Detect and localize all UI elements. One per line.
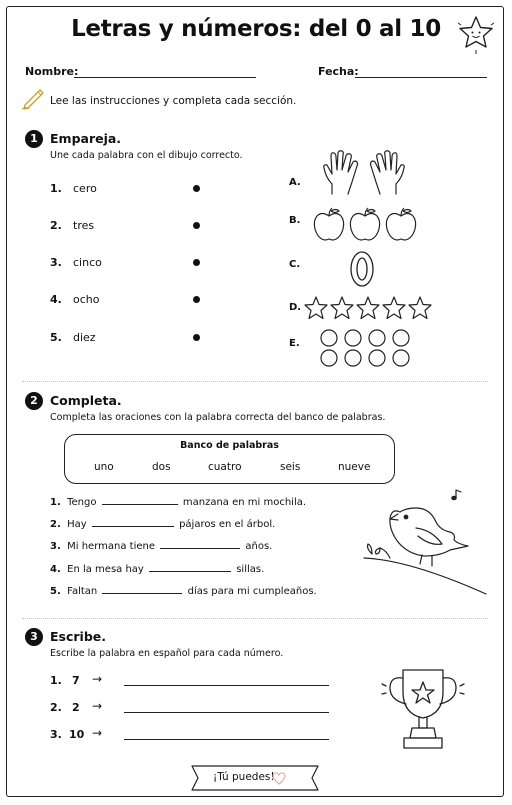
name-label: Nombre: — [25, 65, 79, 78]
sentence — [50, 497, 306, 508]
bird-on-branch-icon — [360, 488, 490, 600]
sentence-end: manzana en mi mochila. — [182, 497, 307, 508]
eight-circles-icon — [318, 327, 412, 369]
match-item-number: 4. — [50, 293, 62, 306]
section-divider — [22, 381, 488, 382]
three-apples-icon — [312, 205, 418, 243]
arrow-right-icon: → — [92, 699, 103, 713]
match-item-number: 3. — [50, 256, 62, 269]
sentence-end: pájaros en el árbol. — [179, 519, 276, 530]
five-stars-icon — [304, 295, 432, 321]
option-letter: E. — [289, 338, 300, 349]
sentence-end: sillas. — [236, 564, 265, 575]
arrow-right-icon: → — [92, 672, 103, 686]
match-item-word: tres — [73, 219, 95, 232]
match-dot[interactable] — [193, 259, 200, 266]
sentence-start: En la mesa hay — [67, 564, 144, 575]
match-dot[interactable] — [193, 334, 200, 341]
match-item-number: 1. — [50, 182, 62, 195]
date-field[interactable] — [355, 77, 487, 78]
option-letter: B. — [289, 215, 301, 226]
match-dot[interactable] — [193, 222, 200, 229]
section-3-instruction: Escribe la palabra en español para cada número. — [50, 648, 284, 659]
sentence — [50, 564, 264, 575]
write-item-number: 3. — [50, 728, 62, 741]
sentence-end: años. — [245, 541, 273, 552]
write-answer-line[interactable] — [124, 685, 329, 686]
bank-word: seis — [280, 461, 301, 473]
smiling-star-icon — [456, 13, 496, 55]
answer-blank[interactable] — [92, 526, 174, 527]
answer-blank[interactable] — [102, 504, 178, 505]
match-dot[interactable] — [193, 296, 200, 303]
sentence-number: 5. — [50, 586, 61, 597]
section-divider — [22, 618, 488, 619]
name-field[interactable] — [74, 77, 256, 78]
sentence — [50, 586, 317, 597]
sentence-number: 1. — [50, 497, 61, 508]
write-item-number: 1. — [50, 674, 62, 687]
section-1-instruction: Une cada palabra con el dibujo correcto. — [50, 150, 243, 161]
answer-blank[interactable] — [160, 548, 240, 549]
option-letter: A. — [289, 177, 301, 188]
sentence-end: días para mi cumpleaños. — [187, 586, 317, 597]
zero-digit-icon — [349, 250, 375, 288]
two-hands-icon — [322, 150, 406, 196]
sentence-number: 3. — [50, 541, 61, 552]
heart-icon — [272, 772, 286, 785]
answer-blank[interactable] — [149, 571, 231, 572]
option-letter: C. — [289, 259, 301, 270]
section-3-title: Escribe. — [50, 629, 107, 644]
bank-word: dos — [152, 461, 171, 473]
match-item-word: cinco — [73, 256, 102, 269]
write-item-value: 10 — [69, 728, 85, 741]
trophy-icon — [380, 666, 466, 756]
section-1-title: Empareja. — [50, 131, 122, 146]
word-bank-title: Banco de palabras — [180, 440, 279, 451]
match-item-number: 2. — [50, 219, 62, 232]
sentence — [50, 541, 272, 552]
page-title: Letras y números: del 0 al 10 — [71, 16, 441, 42]
write-item-number: 2. — [50, 701, 62, 714]
banner-text: ¡Tú puedes! — [213, 771, 275, 783]
sentence-number: 2. — [50, 519, 61, 530]
sentence-start: Tengo — [67, 497, 97, 508]
answer-blank[interactable] — [102, 593, 182, 594]
write-answer-line[interactable] — [124, 739, 329, 740]
section-3-number: 3 — [25, 628, 43, 646]
match-item-word: cero — [73, 182, 97, 195]
pencil-icon — [20, 86, 46, 110]
match-item-word: ocho — [73, 293, 100, 306]
bank-word: cuatro — [208, 461, 242, 473]
sentence-start: Faltan — [67, 586, 98, 597]
match-dot[interactable] — [193, 185, 200, 192]
sentence-start: Hay — [67, 519, 87, 530]
write-item-value: 2 — [72, 701, 80, 714]
bank-word: nueve — [338, 461, 371, 473]
match-item-number: 5. — [50, 331, 62, 344]
write-item-value: 7 — [72, 674, 80, 687]
bank-word: uno — [94, 461, 114, 473]
sentence-number: 4. — [50, 564, 61, 575]
general-instruction: Lee las instrucciones y completa cada sección. — [50, 95, 297, 107]
option-letter: D. — [289, 302, 302, 313]
match-item-word: diez — [73, 331, 96, 344]
section-1-number: 1 — [25, 130, 43, 148]
arrow-right-icon: → — [92, 726, 103, 740]
section-2-number: 2 — [25, 392, 43, 410]
sentence — [50, 519, 275, 530]
section-2-instruction: Completa las oraciones con la palabra correcta del banco de palabras. — [50, 412, 386, 423]
section-2-title: Completa. — [50, 393, 122, 408]
date-label: Fecha: — [318, 65, 359, 78]
write-answer-line[interactable] — [124, 712, 329, 713]
sentence-start: Mi hermana tiene — [67, 541, 155, 552]
